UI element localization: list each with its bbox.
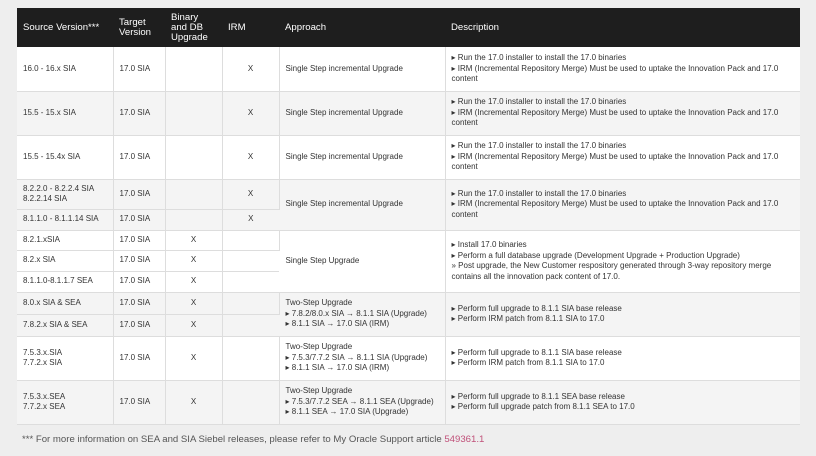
approach-cell: Two-Step Upgrade ▸ 7.5.3/7.7.2 SIA → 8.1.1 SIA (Upgrade) ▸ 8.1.1 SIA → 17.0 SIA (IRM) [279, 336, 445, 380]
description-cell: ▸ Perform full upgrade to 8.1.1 SIA base release ▸ Perform IRM patch from 8.1.1 SIA to 17.0 [445, 336, 800, 380]
source-version-cell: 8.1.1.0 - 8.1.1.14 SIA [17, 209, 113, 230]
source-version-cell: 8.2.x SIA [17, 250, 113, 271]
irm-cell: X [222, 179, 279, 209]
source-version-cell: 15.5 - 15.4x SIA [17, 135, 113, 179]
header-approach: Approach [279, 8, 445, 47]
target-version-cell: 17.0 SIA [113, 91, 165, 135]
source-version-cell: 7.5.3.x.SIA 7.7.2.x SIA [17, 336, 113, 380]
target-version-cell: 17.0 SIA [113, 47, 165, 91]
approach-cell: Single Step incremental Upgrade [279, 179, 445, 230]
header-target-version: Target Version [113, 8, 165, 47]
support-article-link[interactable]: 549361.1 [444, 434, 485, 445]
irm-cell [222, 292, 279, 314]
binary-db-upgrade-cell: X [165, 336, 222, 380]
irm-cell: X [222, 91, 279, 135]
irm-cell [222, 314, 279, 336]
target-version-cell: 17.0 SIA [113, 250, 165, 271]
table-row [17, 91, 800, 135]
target-version-cell: 17.0 SIA [113, 135, 165, 179]
irm-cell: X [222, 47, 279, 91]
source-version-cell: 7.8.2.x SIA & SEA [17, 314, 113, 336]
irm-cell [222, 380, 279, 424]
description-cell: ▸ Run the 17.0 installer to install the 17.0 binaries ▸ IRM (Incremental Repository Merge) Must be used to uptake the Innovation Pack and 17.0 content [445, 47, 800, 91]
binary-db-upgrade-cell [165, 135, 222, 179]
binary-db-upgrade-cell: X [165, 314, 222, 336]
binary-db-upgrade-cell: X [165, 230, 222, 250]
binary-db-upgrade-cell [165, 91, 222, 135]
target-version-cell: 17.0 SIA [113, 292, 165, 314]
irm-cell [222, 336, 279, 380]
approach-cell: Two-Step Upgrade ▸ 7.8.2/8.0.x SIA → 8.1.1 SIA (Upgrade) ▸ 8.1.1 SIA → 17.0 SIA (IRM) [279, 292, 445, 336]
irm-cell [222, 250, 279, 271]
target-version-cell: 17.0 SIA [113, 271, 165, 292]
source-version-cell: 8.2.2.0 - 8.2.2.4 SIA 8.2.2.14 SIA [17, 179, 113, 209]
header-irm: IRM [222, 8, 279, 47]
irm-cell [222, 271, 279, 292]
binary-db-upgrade-cell: X [165, 380, 222, 424]
binary-db-upgrade-cell [165, 179, 222, 209]
binary-db-upgrade-cell: X [165, 271, 222, 292]
irm-cell [222, 230, 279, 250]
source-version-cell: 7.5.3.x.SEA 7.7.2.x SEA [17, 380, 113, 424]
table-row [17, 380, 800, 424]
irm-cell: X [222, 135, 279, 179]
table-row [17, 336, 800, 380]
upgrade-matrix-table [17, 8, 800, 425]
table-row [17, 292, 800, 314]
description-cell: ▸ Run the 17.0 installer to install the 17.0 binaries ▸ IRM (Incremental Repository Merge) Must be used to uptake the Innovation Pack and 17.0 content [445, 135, 800, 179]
binary-db-upgrade-cell: X [165, 292, 222, 314]
target-version-cell: 17.0 SIA [113, 380, 165, 424]
target-version-cell: 17.0 SIA [113, 209, 165, 230]
header-description: Description [445, 8, 800, 47]
description-cell: ▸ Run the 17.0 installer to install the 17.0 binaries ▸ IRM (Incremental Repository Merge) Must be used to uptake the Innovation Pack and 17.0 content [445, 179, 800, 230]
binary-db-upgrade-cell [165, 209, 222, 230]
source-version-cell: 16.0 - 16.x SIA [17, 47, 113, 91]
target-version-cell: 17.0 SIA [113, 314, 165, 336]
table-row [17, 47, 800, 91]
header-binary-db-upgrade: Binary and DB Upgrade [165, 8, 222, 47]
approach-cell: Two-Step Upgrade ▸ 7.5.3/7.7.2 SEA → 8.1.1 SEA (Upgrade) ▸ 8.1.1 SEA → 17.0 SIA (Upgrade) [279, 380, 445, 424]
source-version-cell: 8.2.1.xSIA [17, 230, 113, 250]
source-version-cell: 15.5 - 15.x SIA [17, 91, 113, 135]
target-version-cell: 17.0 SIA [113, 179, 165, 209]
description-cell: ▸ Perform full upgrade to 8.1.1 SEA base release ▸ Perform full upgrade patch from 8.1.1 SEA to 17.0 [445, 380, 800, 424]
description-cell: ▸ Perform full upgrade to 8.1.1 SIA base release ▸ Perform IRM patch from 8.1.1 SIA to 17.0 [445, 292, 800, 336]
table-row [17, 179, 800, 209]
table-row [17, 135, 800, 179]
approach-cell: Single Step incremental Upgrade [279, 135, 445, 179]
footnote [22, 434, 484, 445]
irm-cell: X [222, 209, 279, 230]
source-version-cell: 8.0.x SIA & SEA [17, 292, 113, 314]
binary-db-upgrade-cell [165, 47, 222, 91]
target-version-cell: 17.0 SIA [113, 336, 165, 380]
source-version-cell: 8.1.1.0-8.1.1.7 SEA [17, 271, 113, 292]
binary-db-upgrade-cell: X [165, 250, 222, 271]
approach-cell: Single Step Upgrade [279, 230, 445, 292]
table-row [17, 230, 800, 250]
approach-cell: Single Step incremental Upgrade [279, 47, 445, 91]
description-cell: ▸ Run the 17.0 installer to install the 17.0 binaries ▸ IRM (Incremental Repository Merge) Must be used to uptake the Innovation Pack and 17.0 content [445, 91, 800, 135]
description-cell: ▸ Install 17.0 binaries ▸ Perform a full database upgrade (Development Upgrade + Production Upgrade) » Post upgrade, the New Customer respository generated through 3-way repository merge contains all the innovation pack content of 17.0. [445, 230, 800, 292]
header-source-version: Source Version*** [17, 8, 113, 47]
table-header-row [17, 8, 800, 47]
footnote-text: *** For more information on SEA and SIA Siebel releases, please refer to My Oracle Support article [22, 434, 445, 445]
target-version-cell: 17.0 SIA [113, 230, 165, 250]
approach-cell: Single Step incremental Upgrade [279, 91, 445, 135]
